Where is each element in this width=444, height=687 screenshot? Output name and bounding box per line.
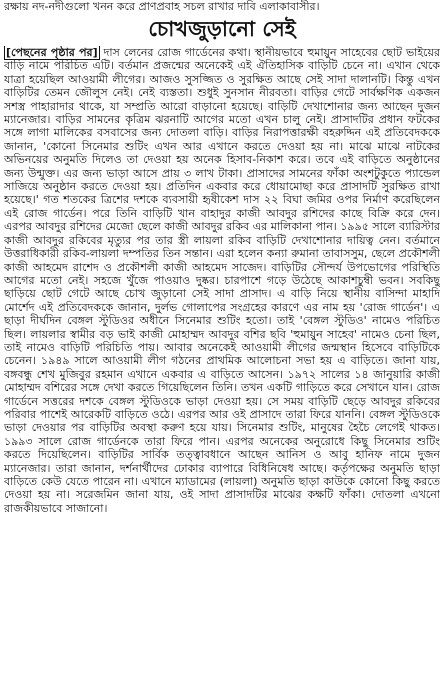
article-body-text: দাস লেনের রোজ গার্ডেনের কথা। স্থানীয়ভাবে হুমায়ুন সাহেবের ছোট ভাইয়ের বাড়ি নামে পরিচিত এটি। বর্তমান প্রজন্মের অনেকেই এই ঐতিহাসিক বাড়িটি চেনে না। এখান থেকে যাত্রা হয়েছিল আওয়ামী লীগের। আজও সুসজ্জিত ও সুরক্ষিত আছে সেই সাদা দালানটি। কিন্তু এখন বাড়িটির তেমন জৌলুস নেই। নেই ব্যস্ততা। শুধুই সুনসান নীরবতা। বাড়ির গেটে সার্বক্ষণিক একজন সশস্ত্র পাহারাদার থাকে, যা সম্প্রতি আরো বাড়ানো হয়েছে। বাড়িটি দেখাশোনার জন্য আছেন দুজন ম্যানেজার। বাড়ির সামনের কৃত্রিম ঝরনাটি আগের মতো এখন চালু নেই। প্রাসাদটির প্রধান ফটকের সঙ্গে লাগা মালিকের বসবাসের জন্য দোতলা বাড়ি। বাড়ির নিরাপত্তারক্ষী বহরুদ্দিন এই প্রতিবেদককে জানান, 'কোনো সিনেমার শুটিং এখন আর এখানে করতে দেওয়া হয় না। মাঝে মাঝে নাটকের অভিনয়ের অনুমতি দিলেও তা দেওয়া হয় অনেক হিসাব-নিকাশ করে। তবে এই বাড়িতে অনুষ্ঠানের জন্য উন্মুক্ত। এর জন্য ভাড়া আসে প্রায় ৩ লাখ টাকা। প্রাসাদের সামনের ফাঁকা অংশটুকুতে প্যান্ডেল সাজিয়ে অনুষ্ঠান করতে দেওয়া হয়। প্রতিদিন একবার করে ধোয়ামোছা করে প্রাসাদটি সুরক্ষিত রাখা হয়েছে।' গত শতকের ত্রিশের দশকে ব্যবসায়ী হৃষীকেশ দাস ২২ বিঘা জমির ওপর নির্মাণ করেছিলেন এই রোজ গার্ডেন। পরে তিনি বাড়িটি খান বাহাদুর কাজী আবদুর রশিদের কাছে বিক্রি করে দেন। এরপর আবদুর রশিদের মেজো ছেলে কাজী আবদুর রকিব এর মালিকানা পান। ১৯৯৫ সালে ব্যারিস্টার কাজী আবদুর রকিবের মৃত্যুর পর তার স্ত্রী লায়লা রকিব বাড়িটি দেখাশোনার দায়িত্ব নেন। বর্তমানে উত্তরাধিকারী রকিব-লায়লা দম্পতির তিন সন্তান। এরা হলেন কন্যা রুমানা তাবাসসুম, ছেলে প্রকৌশলী কাজী আহমেদ রাশেদ ও প্রকৌশলী কাজী আহমেদ সাজেদ। বাড়িটির সৌন্দর্য উপভোগের পরিস্থিতি আগের মতো নেই। সহজে খুঁজে পাওয়াও দুষ্কর। চারপাশে গড়ে উঠেছে আকাশচুম্বী ভবন। সবকিছু ছাড়িয়ে ছোট গেটে আছে চোখ জুড়ানো সেই সাদা প্রাসাদ। এ বাড়ি নিয়ে স্থানীয় বাসিন্দা মাহাদি মোর্শেদ এই প্রতিবেদককে জানান, দুর্লভ গোলাপের সংগ্রহের কারণে এর নাম হয় 'রোজ গার্ডেন'। এ ছাড়া দীর্ঘদিন বেঙ্গল স্টুডিওর অধীনে সিনেমার শুটিং হতো। তাই 'বেঙ্গল স্টুডিও' নামেও পরিচিত ছিল। লায়লার স্বামীর বড় ভাই কাজী মোহাম্মদ আবদুর বশির ছবি 'হুমায়ুন সাহেব' নামেও চেনা ছিল, তাই নামেও বাড়িটি পরিচিতি পায়। আবার অনেকেই আওয়ামী লীগের জন্মস্থান হিসেবে বাড়িটিকে চেনেন। ১৯৪৯ সালে আওয়ামী লীগ গঠনের প্রাথমিক আলোচনা সভা হয় এ বাড়িতে। জানা যায়, বঙ্গবন্ধু শেখ মুজিবুর রহমান এখানে একবার এ বাড়িতে আসেন। ১৯৭২ সালের ১৪ জানুয়ারি কাজী মোহাম্মদ বশিরের সঙ্গে দেখা করতে গিয়েছিলেন তিনি। তখন একটি গাড়িতে করে সেখানে যান। রোজ গার্ডেনে সত্তরের দশকে বেঙ্গল স্টুডিওকে ভাড়া দেওয়া হয়। সে সময় বাড়িটি ছেড়ে আবদুর রকিবের পরিবার পাশেই আরেকটি বাড়িতে ওঠে। এরপর আর ওই প্রাসাদে তারা ফিরে যাননি। বেঙ্গল স্টুডিওকে ভাড়া দেওয়ার পর বাড়িটির অবস্থা করুণ হয়ে যায়। সিনেমার শুটিং, মানুষের হৈচৈ লেগেই থাকত। ১৯৯৩ সালে রোজ গার্ডেনকে তারা ফিরে পান। এরপর অনেকের অনুরোধে কিছু সিনেমার শুটিং করতে দিয়েছিলেন। বাড়িটির সার্বিক তত্ত্বাবধানে আছেন আনিস ও আবু হানিফ নামে দুজন ম্যানেজার। তারা জানান, দর্শনার্থীদের ঢোকার ব্যাপারে বিধিনিষেধ আছে। কর্তৃপক্ষের অনুমতি ছাড়া বাড়িতে কেউ যেতে পারেন না। এখানে ম্যাডামের (লায়লা) অনুমতি ছাড়া কাউকে কোনো কিছু করতে দেওয়া হয় না। সরেজমিন জানা যায়, ওই সাদা প্রাসাদটির মাঝের কক্ষটি ফাঁকা। দোতলা এখনো রাজকীয়ভাবে সাজানো।	[4, 46, 440, 515]
continuation-label: [পেছনের পৃষ্ঠার পর]	[6, 46, 98, 59]
article-body	[4, 46, 440, 686]
previous-article-tail: রক্ষায় নদ-নদীগুলো খনন করে প্রাণপ্রবাহ সচল রাখার দাবি এলাকাবাসীর।	[4, 0, 320, 13]
article-headline: চোখজুড়ানো সেই	[148, 17, 296, 41]
